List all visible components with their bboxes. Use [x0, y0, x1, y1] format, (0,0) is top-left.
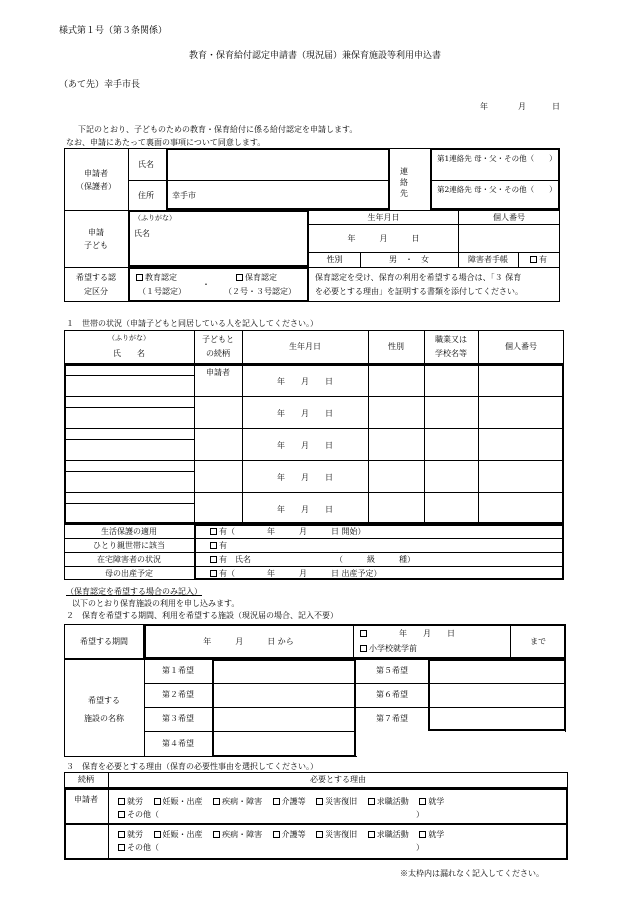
checkbox-icon[interactable] — [419, 798, 426, 805]
checkbox-icon[interactable] — [210, 542, 217, 549]
checkbox-icon[interactable] — [154, 798, 161, 805]
choice-1-4-input[interactable] — [212, 659, 356, 757]
checkbox-icon[interactable] — [118, 844, 125, 851]
checkbox-icon[interactable] — [118, 831, 125, 838]
status-disability-label: 在宅障害者の状況 — [97, 555, 161, 564]
child-label: 申請 — [88, 228, 104, 237]
household-heading: １ 世帯の状況（申請子どもと同居している人を記入してください。） — [66, 319, 318, 328]
child-birth-value[interactable]: 年 月 日 — [347, 234, 420, 243]
child-label-sub: 子ども — [84, 241, 108, 250]
applicant-name-label: 氏名 — [138, 160, 154, 169]
col-relationship: 子どもと — [202, 335, 234, 344]
reason-col-reason: 必要とする理由 — [310, 775, 366, 784]
intro-line-1: 下記のとおり、子どものための教育・保育給付に係る給付認定を申請します。 — [78, 125, 358, 134]
checkbox-icon[interactable] — [273, 798, 280, 805]
period-label: 希望する期間 — [80, 637, 128, 646]
checkbox-icon[interactable] — [368, 831, 375, 838]
col-relationship-sub: の続柄 — [206, 349, 230, 358]
checkbox-icon[interactable] — [368, 798, 375, 805]
col-sex: 性別 — [388, 342, 404, 351]
member-1-birth: 年 月 日 — [277, 377, 333, 386]
applicant-label-sub: （保護者） — [76, 182, 116, 191]
applicant-address-label: 住所 — [138, 191, 154, 200]
child-sex-label: 性別 — [326, 255, 343, 264]
reason-row-2-other[interactable]: その他（ — [118, 844, 159, 852]
col-birth: 生年月日 — [289, 342, 321, 351]
child-name-label: 氏名 — [134, 229, 150, 238]
status-welfare-option[interactable]: 有（ 年 月 日 開始） — [210, 528, 366, 536]
choice-4-label: 第４希望 — [162, 739, 194, 748]
period-end: まで — [530, 637, 546, 646]
cert-education-sub: （１号認定） — [138, 287, 186, 296]
cert-note-1: 保育認定を受け、保育の利用を希望する場合は、「３ 保育 — [315, 273, 522, 282]
col-name: 氏 名 — [113, 349, 145, 358]
checkbox-icon[interactable] — [360, 645, 367, 652]
checkbox-icon[interactable] — [236, 274, 243, 281]
reason-row-1-other[interactable]: その他（ — [118, 811, 159, 819]
reason-row-1-other-close: ） — [416, 810, 424, 819]
col-job-sub: 学校名等 — [435, 349, 467, 358]
choice-7-label: 第７希望 — [376, 714, 408, 723]
form-title: 教育・保育給付認定申請書（現況届）兼保育施設等利用申込書 — [188, 51, 441, 61]
choice-5-7-input[interactable] — [428, 659, 566, 731]
cert-childcare-sub: （２号・３号認定） — [224, 287, 296, 296]
form-number: 様式第１号（第３条関係） — [59, 26, 168, 36]
applicant-address-value: 幸手市 — [172, 191, 196, 200]
contact-2: 第2連絡先 母・父・その他（ ） — [437, 185, 557, 194]
child-disability-option[interactable]: 有 — [530, 256, 547, 264]
choice-3-label: 第３希望 — [162, 714, 194, 723]
col-furigana: （ふりがな） — [108, 334, 150, 342]
period-to-date[interactable]: 年 月 日 — [360, 630, 455, 638]
checkbox-icon[interactable] — [210, 556, 217, 563]
checkbox-icon[interactable] — [210, 570, 217, 577]
facility-note: （保育認定を希望する場合のみ記入） — [66, 587, 202, 596]
date-year: 年 — [480, 102, 488, 111]
checkbox-icon[interactable] — [118, 811, 125, 818]
contact-1: 第1連絡先 母・父・その他（ ） — [437, 154, 557, 163]
choice-6-label: 第６希望 — [376, 690, 408, 699]
member-3-birth: 年 月 日 — [277, 441, 333, 450]
contact-label: 連 絡 先 — [400, 167, 408, 198]
reason-row-1-options[interactable]: 就労 妊娠・出産 疾病・障害 介護等 災害復旧 求職活動 就学 — [118, 798, 444, 806]
status-birth-label: 母の出産予定 — [105, 569, 153, 578]
reason-row-2-other-close: ） — [416, 843, 424, 852]
member-4-birth: 年 月 日 — [277, 473, 333, 482]
cert-separator: ・ — [202, 280, 210, 289]
choice-2-label: 第２希望 — [162, 690, 194, 699]
status-single-parent-option[interactable]: 有 — [210, 542, 227, 550]
checkbox-icon[interactable] — [316, 831, 323, 838]
cert-note-2: を必要とする理由」を証明する書類を添付してください。 — [315, 287, 523, 296]
period-school-option[interactable]: 小学校就学前 — [360, 645, 417, 653]
date-day: 日 — [552, 102, 560, 111]
col-id: 個人番号 — [505, 342, 537, 351]
checkbox-icon[interactable] — [154, 831, 161, 838]
period-from: 年 月 日 から — [203, 637, 294, 646]
child-birth-header: 生年月日 — [367, 213, 400, 222]
checkbox-icon[interactable] — [273, 831, 280, 838]
col-job: 職業又は — [435, 335, 467, 344]
checkbox-icon[interactable] — [136, 274, 143, 281]
member-2-birth: 年 月 日 — [277, 409, 333, 418]
reason-col-relationship: 続柄 — [78, 775, 94, 784]
applicant-name-address-input[interactable] — [166, 148, 390, 210]
applicant-label: 申請者 — [84, 169, 108, 178]
checkbox-icon[interactable] — [419, 831, 426, 838]
child-furigana: （ふりがな） — [134, 214, 176, 222]
facility-names-label-sub: 施設の名称 — [84, 714, 124, 723]
status-single-parent-label: ひとり親世帯に該当 — [93, 541, 165, 550]
status-birth-option[interactable]: 有（ 年 月 日 出産予定） — [210, 570, 382, 578]
child-sex-value[interactable]: 男 ・ 女 — [389, 255, 429, 264]
date-month: 月 — [518, 102, 526, 111]
child-disability-label: 障害者手帳 — [468, 255, 508, 264]
first-member-relationship: 申請者 — [206, 368, 230, 377]
child-id-header: 個人番号 — [493, 213, 525, 222]
checkbox-icon[interactable] — [316, 798, 323, 805]
checkbox-icon[interactable] — [213, 798, 220, 805]
facility-heading: ２ 保育を希望する期間、利用を希望する施設（現況届の場合、記入不要） — [66, 611, 338, 620]
checkbox-icon[interactable] — [360, 630, 367, 637]
choice-5-label: 第５希望 — [376, 666, 408, 675]
checkbox-icon[interactable] — [118, 798, 125, 805]
cert-label: 希望する認 — [76, 273, 116, 282]
status-disability-option[interactable]: 有 氏名 （ 級 種） — [210, 556, 415, 564]
reason-row-1-relationship: 申請者 — [74, 795, 98, 804]
reason-heading: ３ 保育を必要とする理由（保育の必要性事由を選択してください。） — [66, 762, 318, 771]
status-welfare-label: 生活保護の適用 — [101, 527, 157, 536]
cert-education[interactable]: 教育認定 — [136, 274, 177, 282]
member-5-birth: 年 月 日 — [277, 505, 333, 514]
facility-names-label: 希望する — [88, 696, 120, 705]
checkbox-icon[interactable] — [530, 256, 537, 263]
checkbox-icon[interactable] — [213, 831, 220, 838]
reason-row-2-options[interactable]: 就労 妊娠・出産 疾病・障害 介護等 災害復旧 求職活動 就学 — [118, 831, 444, 839]
addressee: （あて先）幸手市長 — [59, 80, 141, 90]
choice-1-label: 第１希望 — [162, 666, 194, 675]
checkbox-icon[interactable] — [210, 528, 217, 535]
intro-line-2: なお、申請にあたって裏面の事項について同意します。 — [66, 138, 266, 147]
cert-childcare[interactable]: 保育認定 — [236, 274, 277, 282]
cert-label-sub: 定区分 — [84, 287, 108, 296]
footer-note: ※太枠内は漏れなく記入してください。 — [400, 869, 544, 878]
facility-intro: 以下のとおり保育施設の利用を申し込みます。 — [72, 599, 240, 608]
